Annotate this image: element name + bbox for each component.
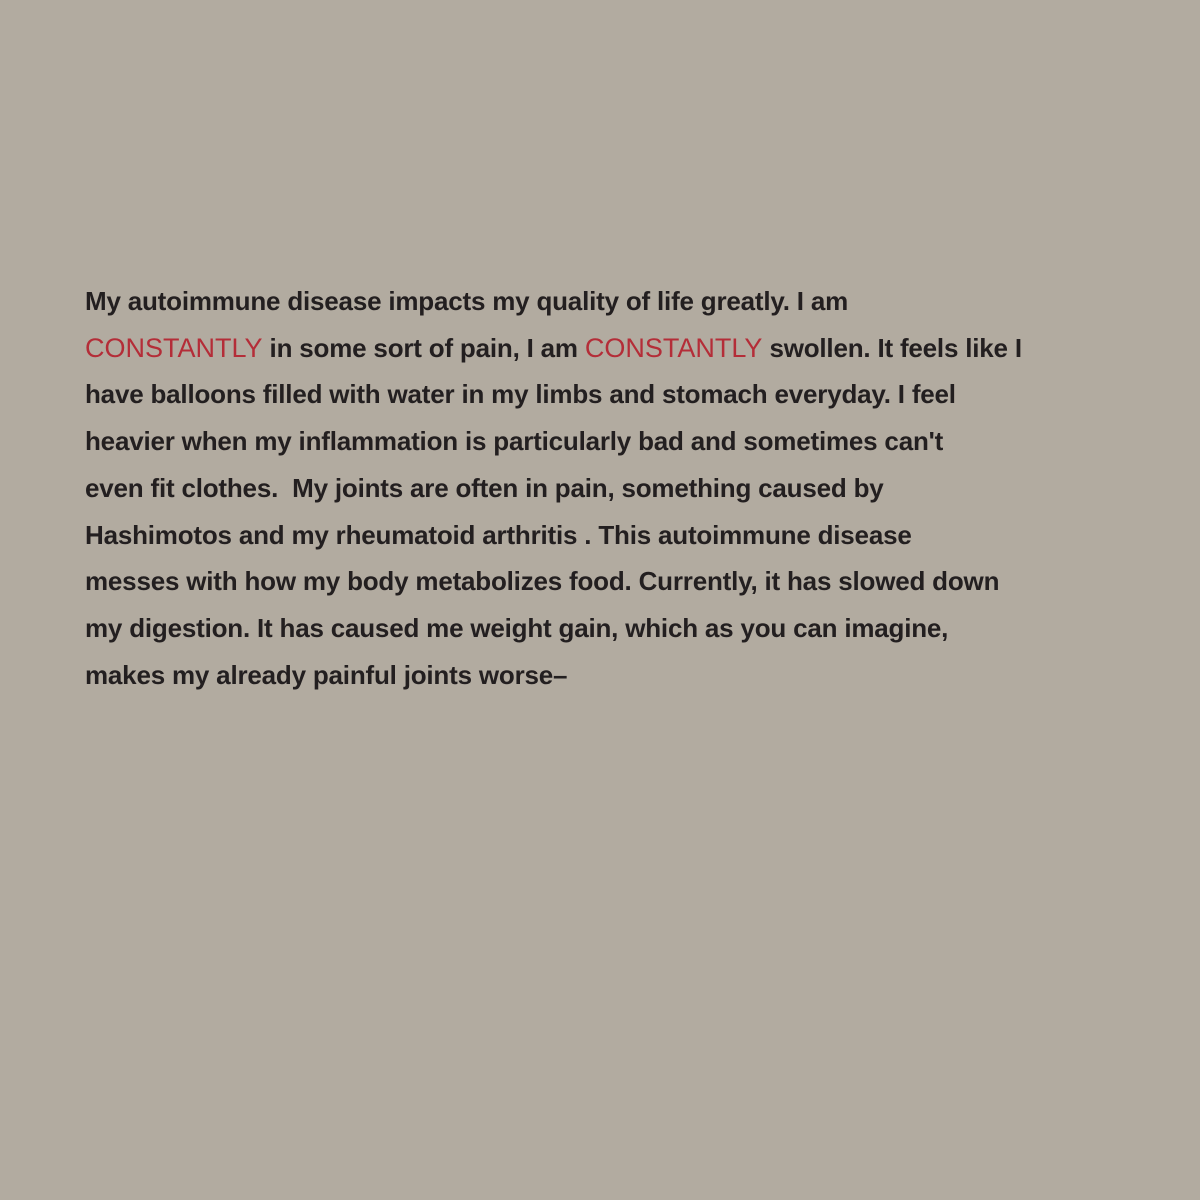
highlighted-word: CONSTANTLY (584, 332, 763, 363)
paragraph-line-4: heavier when my inflammation is particularly bad and sometimes can't (85, 426, 944, 457)
paragraph-line-8: my digestion. It has caused me weight gain, which as you can imagine, (85, 612, 949, 643)
paragraph-line-1: My autoimmune disease impacts my quality of life greatly. I am (85, 286, 849, 316)
paragraph-line-5: even fit clothes. My joints are often in pain, something caused by (85, 472, 884, 503)
paragraph-line-7: messes with how my body metabolizes food. Currently, it has slowed down (85, 566, 1000, 597)
paragraph-line-3: have balloons filled with water in my limbs and stomach everyday. I feel (85, 379, 956, 410)
paragraph-line-6: Hashimotos and my rheumatoid arthritis . This autoimmune disease (85, 519, 912, 550)
paragraph (85, 278, 1175, 698)
highlighted-word: CONSTANTLY (85, 332, 263, 363)
paragraph-line-2 (85, 325, 1175, 372)
paragraph-line-9: makes my already painful joints worse– (85, 659, 568, 690)
paragraph-line-2-end: swollen. It feels like I (762, 332, 1022, 363)
paragraph-line-2-middle: in some sort of pain, I am (262, 332, 585, 363)
